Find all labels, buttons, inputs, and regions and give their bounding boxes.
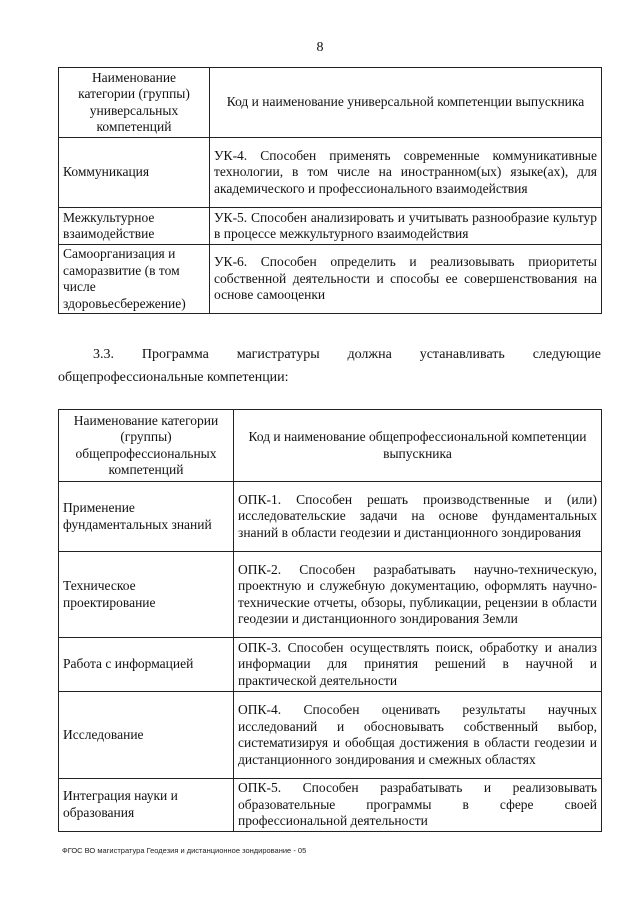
competency-cell: УК-5. Способен анализировать и учитывать разнообразие культур в процессе межкультурного взаимодействия — [210, 208, 602, 245]
category-cell: Техническое проектирование — [59, 552, 234, 638]
section-paragraph-line1: 3.3. Программа магистратуры должна устанавливать следующие — [93, 347, 601, 362]
table-row — [59, 552, 602, 638]
general-professional-competencies-table — [58, 409, 602, 832]
competency-cell: УК-4. Способен применять современные коммуникативные технологии, в том числе на иностранном(ых) языке(ах), для академического и профессионального взаимодействия — [210, 138, 602, 208]
category-header: Наименование категории (группы) универсальных компетенций — [59, 68, 210, 138]
universal-competencies-table — [58, 67, 602, 314]
table-header-row — [59, 68, 602, 138]
category-cell: Коммуникация — [59, 138, 210, 208]
category-header: Наименование категории (группы) общепрофессиональных компетенций — [59, 410, 234, 482]
table-row — [59, 482, 602, 552]
competency-cell: ОПК-3. Способен осуществлять поиск, обработку и анализ информации для принятия решений в научной и практической деятельности — [234, 638, 602, 692]
competency-cell: ОПК-5. Способен разрабатывать и реализовывать образовательные программы в сфере своей профессиональной деятельности — [234, 779, 602, 832]
competency-header: Код и наименование общепрофессиональной компетенции выпускника — [234, 410, 602, 482]
table-row — [59, 208, 602, 245]
category-cell: Интеграция науки и образования — [59, 779, 234, 832]
table-row — [59, 245, 602, 314]
competency-cell: УК-6. Способен определить и реализовывать приоритеты собственной деятельности и способы ее совершенствования на основе самооценки — [210, 245, 602, 314]
table-header-row — [59, 410, 602, 482]
competency-cell: ОПК-2. Способен разрабатывать научно-техническую, проектную и служебную документацию, оформлять научно-технические отчеты, обзоры, публикации, рецензии в области геодезии и дистанционного зондирования Земли — [234, 552, 602, 638]
table-row — [59, 779, 602, 832]
category-cell: Работа с информацией — [59, 638, 234, 692]
table-row — [59, 638, 602, 692]
competency-cell: ОПК-4. Способен оценивать результаты научных исследований и обосновывать собственный выбор, систематизируя и обобщая достижения в области геодезии и дистанционного зондирования и смежных областях — [234, 692, 602, 779]
page-number: 8 — [316, 40, 324, 55]
page-footer: ФГОС ВО магистратура Геодезия и дистанционное зондирование - 05 — [62, 846, 307, 855]
category-cell: Межкультурное взаимодействие — [59, 208, 210, 245]
category-cell: Исследование — [59, 692, 234, 779]
section-paragraph-line2: общепрофессиональные компетенции: — [58, 370, 289, 385]
table-row — [59, 692, 602, 779]
category-cell: Самоорганизация и саморазвитие (в том числе здоровьесбережение) — [59, 245, 210, 314]
competency-header: Код и наименование универсальной компетенции выпускника — [210, 68, 602, 138]
table-row — [59, 138, 602, 208]
category-cell: Применение фундаментальных знаний — [59, 482, 234, 552]
competency-cell: ОПК-1. Способен решать производственные и (или) исследовательские задачи на основе фундаментальных знаний в области геодезии и дистанционного зондирования — [234, 482, 602, 552]
